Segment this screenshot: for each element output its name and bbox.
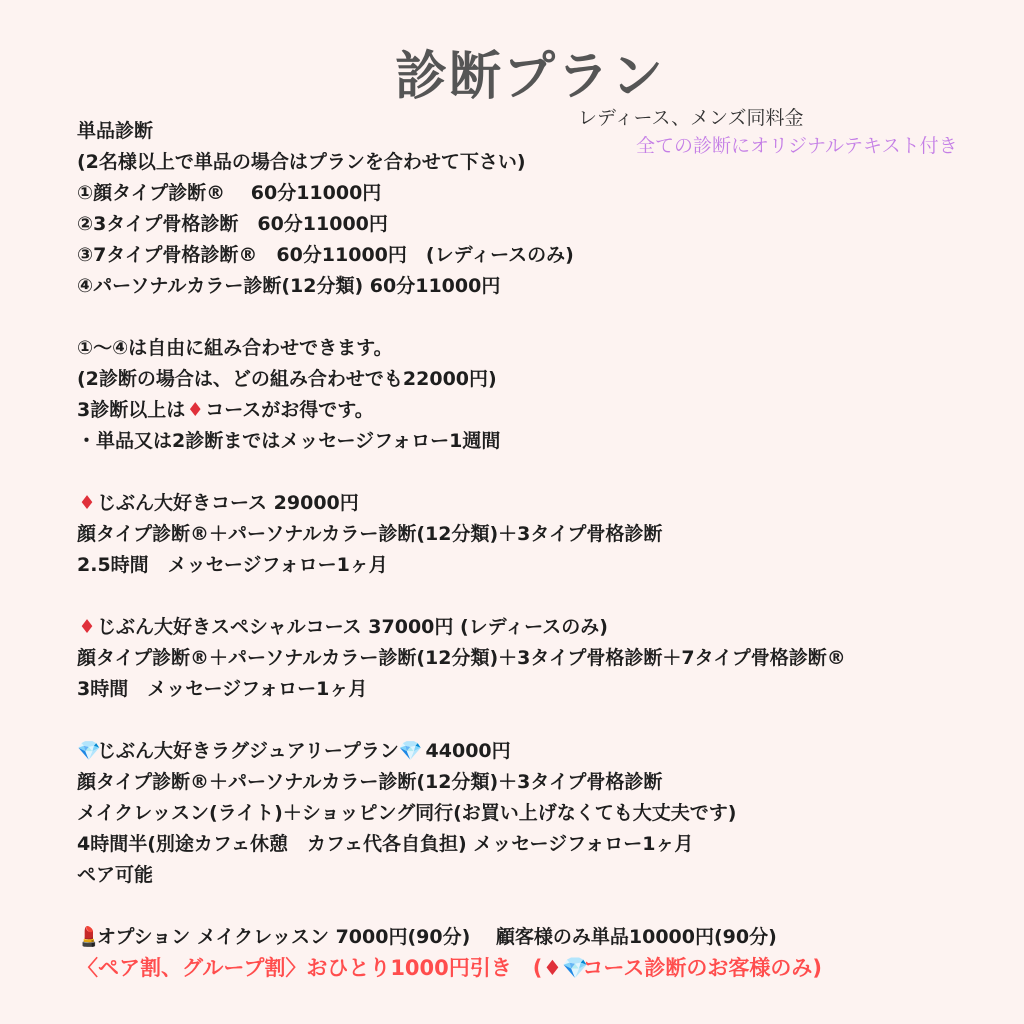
course-3-price: 44000円 xyxy=(418,740,511,762)
single-item-2: ②3タイプ骨格診断 60分11000円 xyxy=(77,213,388,235)
course-3-time: 4時間半(別途カフェ休憩 カフェ代各自負担) メッセージフォロー1ヶ月 xyxy=(77,833,694,855)
gem-icon: 💎 xyxy=(398,740,423,762)
course-2-time: 3時間 メッセージフォロー1ヶ月 xyxy=(77,678,368,700)
discount-text-b: コース診断のお客様のみ) xyxy=(582,956,822,980)
option-text: オプション メイクレッスン 7000円(90分) 顧客様のみ単品10000円(90分) xyxy=(97,926,777,948)
combo-note-2: (2診断の場合は、どの組み合わせでも22000円) xyxy=(77,368,497,390)
subtitle-text-included: 全ての診断にオリジナルテキスト付き xyxy=(636,135,958,157)
diamond-icon: ♦ xyxy=(78,492,96,514)
lipstick-icon: 💄 xyxy=(77,926,101,948)
course-3-lesson: メイクレッスン(ライト)＋ショッピング同行(お買い上げなくても大丈夫です) xyxy=(77,802,737,824)
gem-icon: 💎 xyxy=(562,956,589,980)
gem-icon: 💎 xyxy=(77,740,101,762)
course-3-detail: 顔タイプ診断®＋パーソナルカラー診断(12分類)＋3タイプ骨格診断 xyxy=(77,771,663,793)
single-heading: 単品診断 xyxy=(77,120,154,142)
combo-note-4: ・単品又は2診断まではメッセージフォロー1週間 xyxy=(77,430,501,452)
course-2-detail: 顔タイプ診断®＋パーソナルカラー診断(12分類)＋3タイプ骨格診断＋7タイプ骨格診断® xyxy=(77,647,846,669)
diamond-icon: ♦ xyxy=(78,616,96,638)
course-3-pair: ペア可能 xyxy=(77,864,154,886)
page-title: 診断プラン xyxy=(394,47,665,107)
single-item-3: ③7タイプ骨格診断® 60分11000円 (レディースのみ) xyxy=(77,244,574,266)
single-note: (2名様以上で単品の場合はプランを合わせて下さい) xyxy=(77,151,526,173)
course-1-time: 2.5時間 メッセージフォロー1ヶ月 xyxy=(77,554,388,576)
diamond-icon: ♦ xyxy=(186,399,204,421)
subtitle-same-price: レディース、メンズ同料金 xyxy=(578,107,804,129)
diamond-icon: ♦ xyxy=(542,956,562,980)
combo-note-3b: コースがお得です。 xyxy=(205,399,374,421)
combo-note-3 xyxy=(77,395,1017,426)
combo-note-3a: 3診断以上は xyxy=(77,399,186,421)
course-1-detail: 顔タイプ診断®＋パーソナルカラー診断(12分類)＋3タイプ骨格診断 xyxy=(77,523,663,545)
discount-text-a: 〈ペア割、グループ割〉おひとり1000円引き ( xyxy=(77,956,543,980)
discount-line xyxy=(77,953,1017,984)
single-item-4: ④パーソナルカラー診断(12分類) 60分11000円 xyxy=(77,275,501,297)
course-2-title-text: じぶん大好きスペシャルコース 37000円 (レディースのみ) xyxy=(97,616,608,638)
course-3-title-text: じぶん大好きラグジュアリープラン xyxy=(97,740,399,762)
combo-note-1: ①〜④は自由に組み合わせできます。 xyxy=(77,337,393,359)
option-line xyxy=(77,922,1017,953)
course-1-title-text: じぶん大好きコース 29000円 xyxy=(97,492,359,514)
single-item-1: ①顔タイプ診断® 60分11000円 xyxy=(77,182,382,204)
plan-content xyxy=(77,116,1017,984)
course-2-title xyxy=(77,612,1017,643)
course-1-title xyxy=(77,488,1017,519)
course-3-title xyxy=(77,736,1017,767)
